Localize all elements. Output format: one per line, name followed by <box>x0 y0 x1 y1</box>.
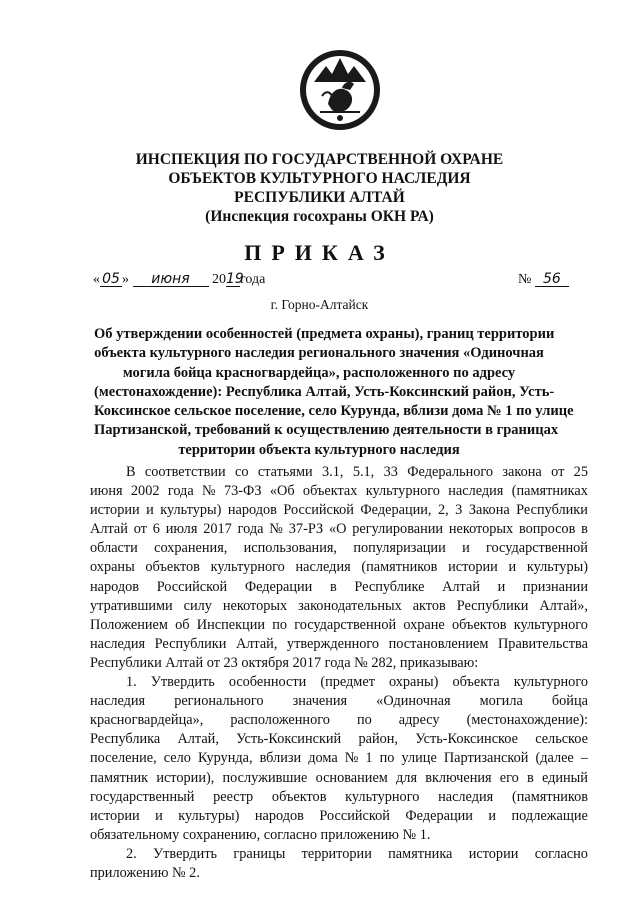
date-year-suffix: 19 <box>226 271 244 287</box>
body-line: В соответствии со статьями 3.1, 5.1, 33 Федерального закона от 25 <box>126 464 588 480</box>
body-line: истории и культуры) народов Российской Федерации, 2, 3 Закона Республики <box>90 502 588 519</box>
document-number <box>518 272 569 288</box>
org-line-3: РЕСПУБЛИКИ АЛТАЙ <box>234 189 405 206</box>
body-line: Положением об Инспекции по государственной охране объектов культурного <box>90 616 588 633</box>
body-line: Республики Алтай от 23 октября 2017 года № 282, приказываю: <box>90 654 479 671</box>
item-1-line: Республика Алтай, Усть-Коксинский район, Усть-Коксинское сельское <box>90 731 588 748</box>
date-line <box>93 272 265 288</box>
date-year-prefix: 20 <box>212 272 226 287</box>
item-2-line: 2. Утвердить границы территории памятника истории согласно <box>126 845 588 862</box>
item-1-line: государственный реестр объектов культурного наследия (памятников <box>90 788 588 805</box>
item-2-line: приложению № 2. <box>90 864 200 881</box>
org-line-2: ОБЪЕКТОВ КУЛЬТУРНОГО НАСЛЕДИЯ <box>168 170 471 187</box>
body-line: охраны объектов культурного наследия (памятников истории и культуры) <box>90 559 588 576</box>
subject-line: Об утверждении особенностей (предмета охраны), границ территории <box>94 326 555 342</box>
date-year-word: года <box>240 272 266 287</box>
date-open-quote: « <box>93 272 100 287</box>
organization-header <box>0 150 639 226</box>
date-day: 05 <box>100 272 122 287</box>
body-line: утратившими силу некоторых законодательных актов Республики Алтай», <box>90 597 588 614</box>
item-1-line: памятник истории), послужившие основанием для включения его в единый <box>90 769 588 786</box>
order-body <box>90 463 588 883</box>
city: г. Горно-Алтайск <box>270 297 369 312</box>
subject-line: Партизанской, требований к осуществлению деятельности в границах <box>94 422 559 439</box>
altai-republic-emblem-icon <box>298 40 382 140</box>
body-line: наследия Республики Алтай, утвержденного постановлением Правительства <box>90 635 588 652</box>
document-title: ПРИКАЗ <box>244 240 395 265</box>
subject-line: объекта культурного наследия регионального значения «Одиночная <box>94 345 544 362</box>
number-sign: № <box>518 272 532 287</box>
subject-line: могила бойца красногвардейца», расположенного по адресу <box>122 364 516 381</box>
body-line: Алтай от 6 июля 2017 года № 37-РЗ «О регулировании некоторых вопросов в <box>90 521 588 538</box>
item-1-line: поселение, село Курунда, вблизи дома № 1 по улице Партизанской (далее – <box>90 750 588 767</box>
org-line-1: ИНСПЕКЦИЯ ПО ГОСУДАРСТВЕННОЙ ОХРАНЕ <box>135 151 504 168</box>
date-close-quote: » <box>122 272 129 287</box>
subject-line: территории объекта культурного наследия <box>178 441 460 458</box>
number-value: 56 <box>535 272 569 287</box>
item-1-line: истории и культуры) народов Российской Федерации и подлежащие <box>90 807 588 824</box>
item-1-line: 1. Утвердить особенности (предмет охраны) объекта культурного <box>126 674 588 691</box>
item-1-line: обязательному сохранению, согласно приложению № 1. <box>90 826 431 843</box>
item-1-line: красногвардейца», расположенного по адресу (местонахождение): <box>90 712 588 729</box>
order-subject <box>94 325 574 460</box>
org-line-4: (Инспекция госохраны ОКН РА) <box>205 208 434 225</box>
body-line: области сохранения, использования, популяризации и государственной <box>90 540 588 557</box>
body-line: июня 2002 года № 73-ФЗ «Об объектах культурного наследия (памятниках <box>90 483 588 500</box>
item-1-line: наследия регионального значения «Одиночная могила бойца <box>90 693 588 710</box>
subject-line: (местонахождение): Республика Алтай, Усть-Коксинский район, Усть- <box>94 383 555 400</box>
date-month: июня <box>133 272 209 287</box>
body-line: народов Российской Федерации в Республике Алтай и признании <box>90 578 588 595</box>
subject-line: Коксинское сельское поселение, село Курунда, вблизи дома № 1 по улице <box>94 403 574 420</box>
